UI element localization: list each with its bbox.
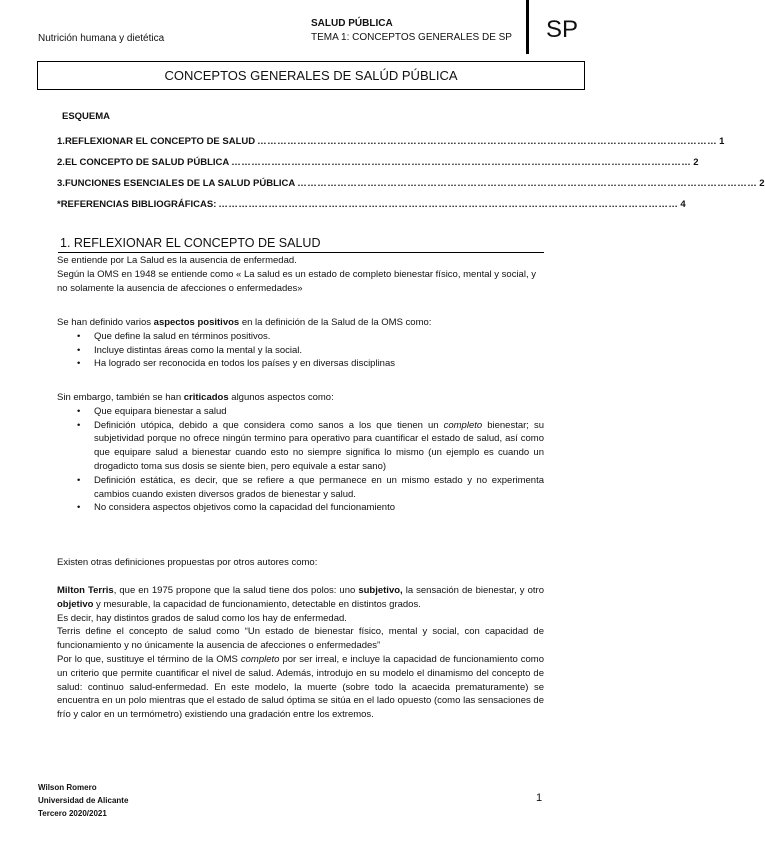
- list-item: • Ha logrado ser reconocida en todos los países y en diversas disciplinas: [57, 357, 544, 371]
- toc-text: FUNCIONES ESENCIALES DE LA SALUD PÚBLICA: [64, 178, 296, 189]
- toc-leader: …………………………………………………………………………………………………………………………: [231, 157, 692, 168]
- toc-text: EL CONCEPTO DE SALUD PÚBLICA: [64, 157, 230, 168]
- paragraph: Por lo que, sustituye el término de la OMS completo por ser irreal, e incluye la capacidad de funcionamiento como un criterio que permite cuantificar el nivel de salud. Además, introdujo en su modelo el dinamismo del concepto de salud: continuo salud-enfermedad. En este modelo, la muerte (sobre todo la acaecida prematuramente) se encuentra en un polo mientras que el estado de salud óptima se sitúa en el lado opuesto (como las sensaciones de frío y calor en un termómetro) existiendo una gradación entre los extremos.: [57, 653, 544, 721]
- page-number: 1: [536, 792, 543, 804]
- list-item: • Incluye distintas áreas como la mental y la social.: [57, 344, 544, 358]
- list-item: • Definición estática, es decir, que se refiere a que permanece en un mismo estado y no experimenta cambios cuando existen diversos grados de bienestar y salud.: [57, 474, 544, 502]
- toc-number: 3.: [57, 178, 65, 189]
- footer-info: [38, 781, 128, 820]
- section-underline: [58, 252, 544, 253]
- paragraph: Se entiende por La Salud es la ausencia de enfermedad.: [57, 255, 297, 266]
- document-title: CONCEPTOS GENERALES DE SALÚD PÚBLICA: [37, 61, 585, 90]
- paragraph: Es decir, hay distintos grados de salud como los hay de enfermedad.: [57, 612, 347, 624]
- toc-text: REFLEXIONAR EL CONCEPTO DE SALUD: [64, 136, 256, 147]
- header-topic: TEMA 1: CONCEPTOS GENERALES DE SP: [311, 32, 512, 43]
- toc-leader: …………………………………………………………………………………………………………………………: [297, 178, 758, 189]
- list-item: • Que equipara bienestar a salud: [57, 405, 544, 419]
- header-subject-block: [311, 17, 512, 45]
- toc-text: *REFERENCIAS BIBLIOGRÁFICAS:: [57, 199, 217, 210]
- toc-entry-2[interactable]: [57, 157, 699, 168]
- footer-year: Tercero 2020/2021: [38, 809, 107, 818]
- other-definitions: Existen otras definiciones propuestas por otros autores como:: [57, 557, 318, 568]
- criticized-aspects: [57, 391, 544, 515]
- paragraph: Terris define el concepto de salud como “Un estado de bienestar físico, mental y social, con capacidad de funcionamiento y no únicamente la ausencia de afecciones o enfermedades”: [57, 626, 544, 652]
- header-divider: [526, 0, 529, 54]
- toc-entry-3[interactable]: [57, 178, 765, 189]
- paragraph: Sin embargo, también se han criticados algunos aspectos como:: [57, 392, 334, 403]
- list-item: • Que define la salud en términos positivos.: [57, 330, 544, 344]
- toc-number: 1.: [57, 136, 65, 147]
- positive-aspects: [57, 316, 544, 371]
- toc-entry-references[interactable]: [57, 199, 686, 210]
- footer-author: Wilson Romero: [38, 783, 97, 792]
- footer-university: Universidad de Alicante: [38, 796, 129, 805]
- section-heading: 1. REFLEXIONAR EL CONCEPTO DE SALUD: [60, 236, 321, 250]
- toc-entry-1[interactable]: [57, 136, 725, 147]
- section-intro: [57, 254, 544, 295]
- paragraph: Según la OMS en 1948 se entiende como « La salud es un estado de completo bienestar físico, mental y social, y no solamente la ausencia de afecciones o enfermedades»: [57, 268, 536, 294]
- outline-heading: ESQUEMA: [62, 111, 111, 122]
- list-item: • No considera aspectos objetivos como la capacidad del funcionamiento: [57, 501, 544, 515]
- toc-page: 4: [680, 199, 686, 210]
- toc-number: 2.: [57, 157, 65, 168]
- paragraph: Se han definido varios aspectos positivos en la definición de la Salud de la OMS como:: [57, 317, 432, 328]
- terris-section: [57, 584, 544, 722]
- toc-page: 1: [719, 136, 725, 147]
- toc-page: 2: [759, 178, 765, 189]
- toc-page: 2: [693, 157, 699, 168]
- header-badge: SP: [546, 16, 579, 43]
- list-item: • Definición utópica, debido a que considera como sanos a los que tienen un completo bienestar; su subjetividad porque no ofrece ningún termino para operativo para cuantificar el estado de salud, así como que equipare salud a bienestar cuando esto no siempre significa lo mismo (un ejemplo es cuando un drogadicto toma sus dosis se siente bien, pero equivale a estar sano): [57, 419, 544, 474]
- paragraph: Milton Terris, que en 1975 propone que la salud tiene dos polos: uno subjetivo, la sensación de bienestar, y otro objetivo y mesurable, la capacidad de funcionamiento, detectable en distintos grados.: [57, 585, 544, 610]
- header-course: Nutrición humana y dietética: [38, 33, 165, 44]
- bullet-list: [57, 405, 544, 515]
- bullet-list: [57, 330, 544, 371]
- header-subject: SALUD PÚBLICA: [311, 18, 393, 29]
- toc-leader: …………………………………………………………………………………………………………………………: [257, 136, 718, 147]
- toc-leader: …………………………………………………………………………………………………………………………: [218, 199, 679, 210]
